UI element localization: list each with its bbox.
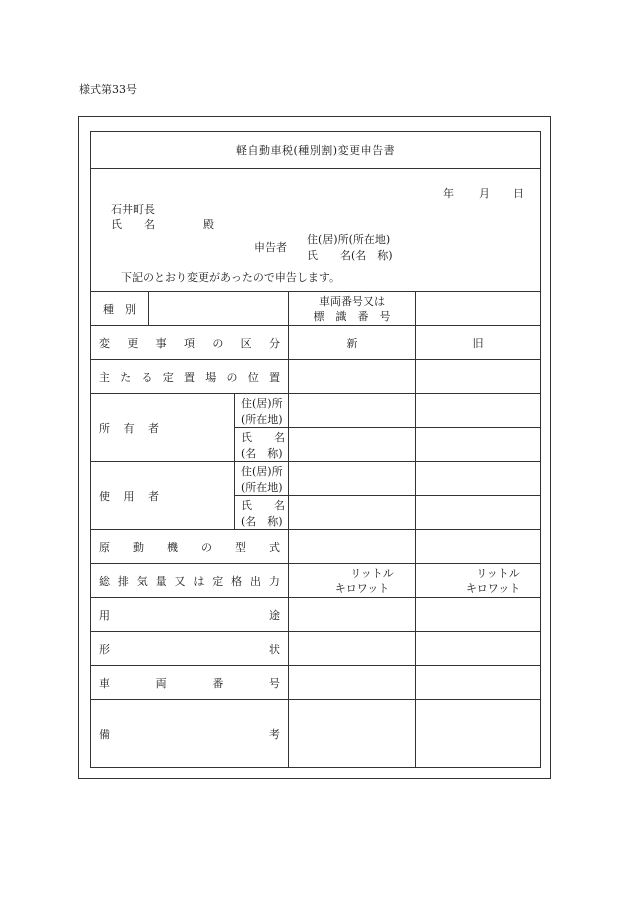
form-table-frame (90, 131, 540, 765)
engine-model-old-cell[interactable] (416, 530, 541, 564)
owner-name-label: 氏 名(名 称) (235, 428, 289, 462)
vehicle-number-old-cell[interactable] (416, 666, 541, 700)
displacement-new-liter-unit: リットル (350, 566, 394, 580)
location-old-cell[interactable] (416, 360, 541, 394)
vehicle-number-row-label: 車 両 番 号 (99, 676, 280, 690)
owner-name-old-cell[interactable] (416, 428, 541, 462)
vehicle-number-label (289, 292, 416, 326)
remarks-label: 備 考 (99, 727, 280, 741)
date-year-label: 年 (443, 187, 454, 200)
declarant-label: 申告者 (254, 241, 287, 254)
location-label: 主 た る 定 置 場 の 位 置 (99, 370, 280, 384)
vehicle-number-label-line1: 車両番号又は (319, 294, 385, 308)
user-label-cell (91, 462, 235, 530)
owner-name-new-cell[interactable] (289, 428, 416, 462)
addressee-name-label: 氏 名 (111, 218, 155, 231)
form-table (90, 131, 541, 768)
type-label: 種 別 (91, 292, 149, 326)
declarant-name-label: 氏 名(名 称) (307, 249, 393, 262)
engine-model-label: 原 動 機 の 型 式 (99, 540, 280, 554)
owner-address-old-cell[interactable] (416, 394, 541, 428)
vehicle-number-label-line2: 標 識 番 号 (313, 309, 391, 323)
declaration-statement: 下記のとおり変更があったので申告します。 (121, 271, 341, 284)
owner-address-label: 住(居)所(所在地) (235, 394, 289, 428)
remarks-label-cell (91, 700, 289, 768)
usage-new-cell[interactable] (289, 598, 416, 632)
form-title: 軽自動車税(種別割)変更申告書 (91, 132, 541, 169)
usage-label: 用 途 (99, 608, 280, 622)
date-day-label: 日 (513, 187, 524, 200)
user-name-old-cell[interactable] (416, 496, 541, 530)
change-item-label: 変 更 事 項 の 区 分 (99, 336, 280, 350)
engine-model-new-cell[interactable] (289, 530, 416, 564)
user-label: 使 用 者 (99, 489, 159, 503)
remarks-new-cell[interactable] (289, 700, 416, 768)
owner-label: 所 有 者 (99, 421, 159, 435)
form-number: 様式第33号 (79, 83, 137, 96)
displacement-old-liter-unit: リットル (476, 566, 520, 580)
shape-label-cell (91, 632, 289, 666)
type-value-cell[interactable] (149, 292, 289, 326)
engine-model-label-cell (91, 530, 289, 564)
user-name-new-cell[interactable] (289, 496, 416, 530)
addressee-honorific: 殿 (203, 218, 214, 231)
vehicle-number-row-label-cell (91, 666, 289, 700)
remarks-old-cell[interactable] (416, 700, 541, 768)
date-month-label: 月 (479, 187, 490, 200)
displacement-new-cell[interactable] (289, 564, 416, 598)
owner-label-cell (91, 394, 235, 462)
vehicle-number-value-cell[interactable] (416, 292, 541, 326)
displacement-old-cell[interactable] (416, 564, 541, 598)
user-name-label: 氏 名(名 称) (235, 496, 289, 530)
new-column-header: 新 (289, 326, 416, 360)
vehicle-number-new-cell[interactable] (289, 666, 416, 700)
displacement-label: 総 排 気 量 又 は 定 格 出 力 (99, 574, 280, 588)
owner-address-new-cell[interactable] (289, 394, 416, 428)
user-address-old-cell[interactable] (416, 462, 541, 496)
shape-old-cell[interactable] (416, 632, 541, 666)
displacement-new-kw-unit: キロワット (334, 581, 390, 595)
shape-new-cell[interactable] (289, 632, 416, 666)
declarant-address-label: 住(居)所(所在地) (307, 233, 391, 246)
displacement-label-cell (91, 564, 289, 598)
change-item-header (91, 326, 289, 360)
location-new-cell[interactable] (289, 360, 416, 394)
location-label-cell (91, 360, 289, 394)
shape-label: 形 状 (99, 642, 280, 656)
user-address-label: 住(居)所(所在地) (235, 462, 289, 496)
old-column-header: 旧 (416, 326, 541, 360)
usage-label-cell (91, 598, 289, 632)
addressee-mayor: 石井町長 (111, 203, 155, 216)
user-address-new-cell[interactable] (289, 462, 416, 496)
declaration-header (91, 169, 541, 292)
usage-old-cell[interactable] (416, 598, 541, 632)
displacement-old-kw-unit: キロワット (465, 581, 521, 595)
